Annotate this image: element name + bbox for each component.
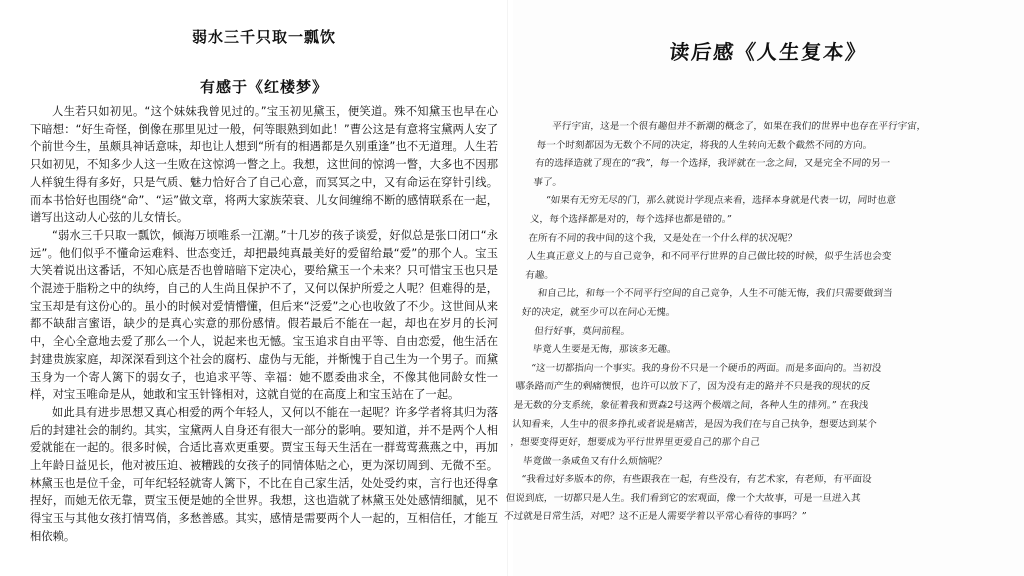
right-handwritten-page [503,0,1024,576]
handwritten-body [503,118,1024,527]
handwritten-line: 但说到底，一切都只是人生。我们看到它的宏观面，像一个大故事，可是一旦进入其 [505,492,862,504]
handwritten-line: 平行宇宙，这是一个很有趣但并不新潮的概念了，如果在我们的世界中也存在平行宇宙， [551,121,927,132]
handwritten-line: “我看过好多版本的你，有些跟我在一起，有些没有，有艺术家，有老师，有平面设 [520,474,873,486]
handwritten-line: 不过就是日常生活，对吧？这不正是人需要学着以平常心看待的事吗？” [503,511,807,523]
handwritten-line: 有趣。 [524,269,555,281]
paragraph: “弱水三千只取一瓢饮，倾海万顷唯系一江潮。”十几岁的孩子谈爱，好似总是张口闭口“永远”。他们似乎不懂命运难料、世态变迁，却把最纯真最美好的爱留给最“爱”的那个人。宝玉大笑着说出这番话，不知心底是否也曾暗暗下定决心，要给黛玉一个未来？只可惜宝玉也只是个混迹于脂粉之中的纨绔，自己的人生尚且保护不了，又何以保护所爱之人呢？但难得的是，宝玉却是有这份心的。虽小的时候对爱情懵懂，但后来“泛爱”之心也收敛了不少。这世间从来都不缺甜言蜜语，缺少的是真心实意的那份感情。假若最后不能在一起，却也在岁月的长河中，全心全意地去爱了那么一个人，说起来也无憾。宝玉追求自由平等、自由恋爱，他生活在封建贵族家庭，却深深看到这个社会的腐朽、虚伪与无能，并惭愧于自己生为一个男子。而黛玉身为一个寄人篱下的弱女子，也追求平等、幸福：她不愿委曲求全，不像其他同龄女性一样，对宝玉唯命是从，她敢和宝玉针锋相对，这就自觉的在高度上和宝玉站在了一起。 [30,228,498,402]
handwritten-line: 义，每个选择都是对的，每个选择也都是错的。” [529,213,733,225]
handwritten-line: 人生真正意义上的与自己竞争，和不同平行世界的自己做比较的时候，似乎生活也会变 [526,251,892,263]
left-document [30,0,498,576]
handwritten-title: 读后感《人生复本》 [668,40,869,64]
paragraph: 如此具有进步思想又真心相爱的两个年轻人，又何以不能在一起呢？许多学者将其归为落后的封建社会的制约。其实，宝黛两人自身还有很大一部分的影响。要知道，并不是两个人相爱就能在一起的。很多时候，合适比喜欢更重要。贾宝玉每天生活在一群莺莺燕燕之中，再加上年龄日益见长，他对被压迫、被糟践的女孩子的同情体贴之心，更为深切周到、无微不至。林黛玉也是位千金，可年纪轻轻就寄人篱下，不比在自己家生活，处处受约束，言行也还得拿捏好，而她无依无靠，贾宝玉便是她的全世界。我想，这也造就了林黛玉处处感情细腻，见不得宝玉与其他女孩打情骂俏，多愁善感。其实，感情是需要两个人一起的，互相信任，才能互相依赖。 [30,405,498,543]
handwritten-line: “如果有无穷无尽的门，那么就说计学现点来看，选择本身就是代表一切，同时也意 [545,195,897,207]
handwritten-line: 事了。 [532,176,563,188]
handwritten-line: 但行好事，莫问前程。 [533,325,631,337]
handwritten-line: “这一切都指向一个事实。我的身份不只是一个硬币的两面。而是多面向的。当初没 [530,362,882,374]
handwritten-line: 有的选择造就了现在的“我”，每一个选择，我评就在一念之间，又是完全不同的另一 [534,158,891,170]
paragraph: 人生若只如初见。“这个妹妹我曾见过的。”宝玉初见黛玉，便笑道。殊不知黛玉也早在心下暗想：“好生奇怪，倒像在那里见过一般，何等眼熟到如此！”曹公这是有意将宝黛两人安了个前世今生，虽颇具神话意味，却也让人想到“所有的相遇都是久别重逢”也不无道理。人生若只如初见，不知多少人这一生败在这惊鸿一瞥之上。我想，这世间的惊鸿一瞥，大多也不因那人样貌生得有多好，只是气质、魅力恰好合了自己心意，而冥冥之中，又有命运在穿针引线。而本书恰好也围绕“命”、“运”做文章，将两大家族荣衰、儿女间缠绵不断的感情联系在一起，谱写出这动人心弦的儿女情长。 [30,105,498,225]
document-subtitle: 有感于《红楼梦》 [199,78,328,96]
handwritten-line: 好的决定，就至少可以在问心无愧。 [521,306,676,318]
handwritten-line: ，想要变得更好，想要成为平行世界里更爱自己的那个自己 [510,437,761,449]
handwritten-line: 在所有不同的我中间的这个我，又是处在一个什么样的状况呢？ [527,232,798,244]
handwritten-line: 是无数的分支系统，象征着我和贾森2号这两个极端之间，各种人生的排列。” 在我浅 [513,399,869,411]
handwritten-line: 每一个时刻都因为无数个不同的决定，将我的人生转向无数个截然不同的方向。 [536,139,873,151]
handwritten-line: 认知看来，人生中的很多挣扎或者说是痛苦，是因为我们在与自己执争，想要达到某个 [511,418,878,430]
handwritten-line: 和自己比，和每一个不同平行空间的自己竞争，人生不可能无悔，我们只需要做到当 [537,288,893,300]
document-title: 弱水三千只取一瓢饮 [191,28,336,46]
handwritten-line: 哪条路而产生的剩痛懊恨，也许可以放下了，因为没有走的路并不只是我的现状的反 [514,381,871,393]
handwritten-line: 毕竟人生要是无悔，那该多无趣。 [532,344,678,356]
handwritten-line: 毕竟做一条咸鱼又有什么烦恼呢？ [522,455,668,467]
document-body [30,103,498,546]
